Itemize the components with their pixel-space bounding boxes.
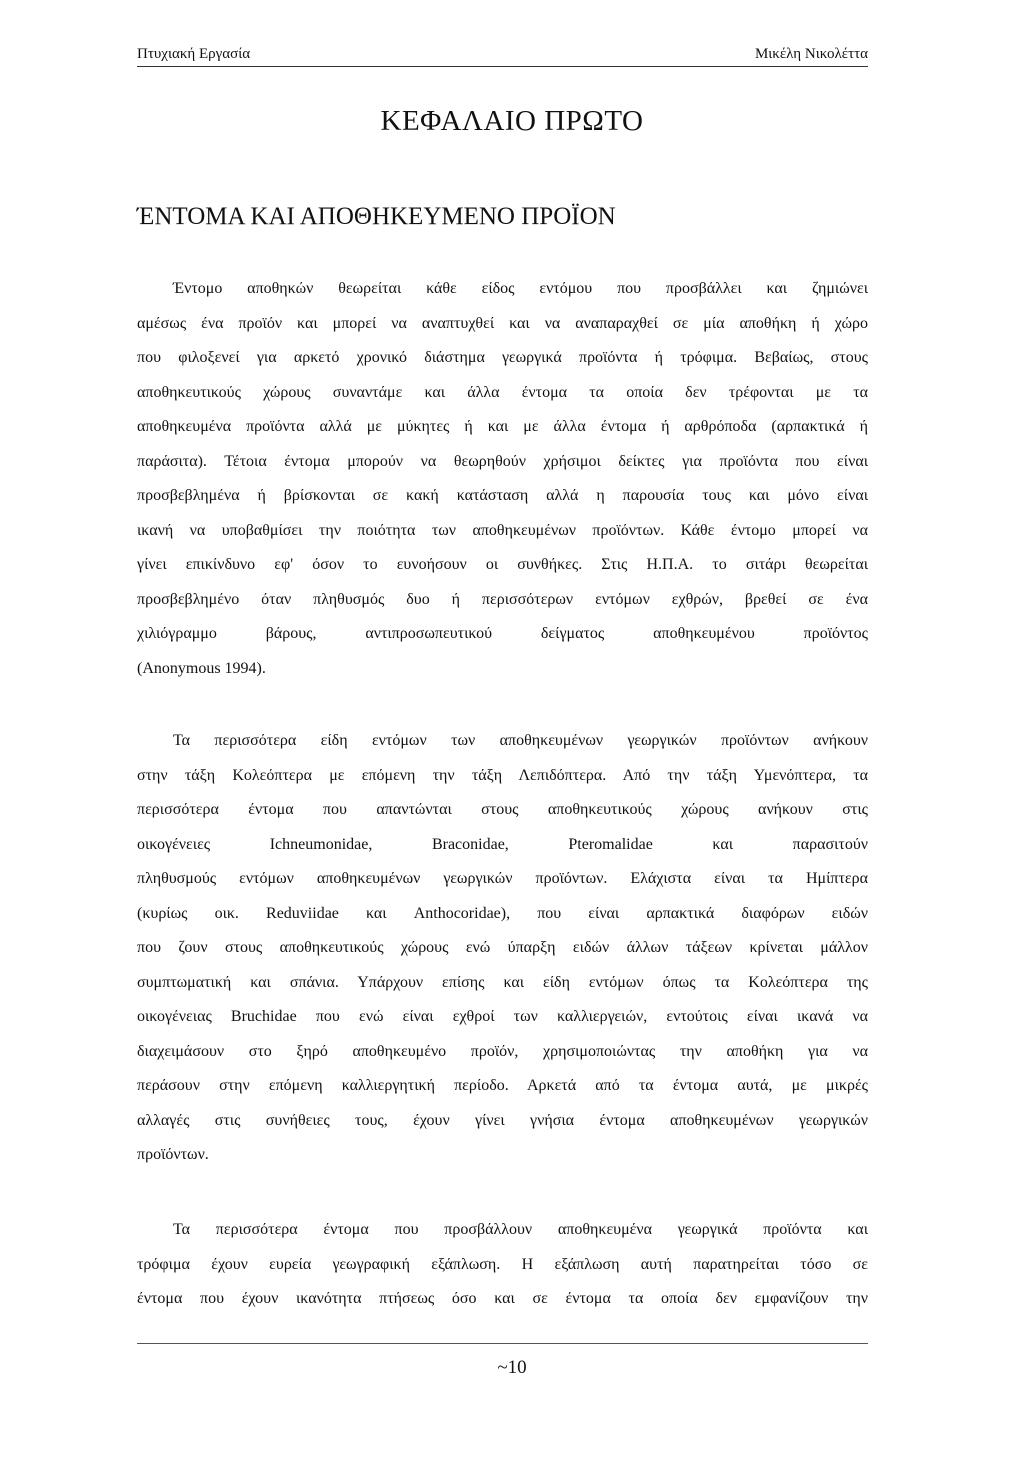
text-line: αποθηκευμένα προϊόντα αλλά με μύκητες ή και με άλλα έντομα ή αρθρόποδα (αρπακτικά ή [137,418,868,435]
text-line: έντομα που έχουν ικανότητα πτήσεως όσο και σε έντομα τα οποία δεν εμφανίζουν την [137,1290,868,1307]
text-line: προσβεβλημένα ή βρίσκονται σε κακή κατάσταση αλλά η παρουσία τους και μόνο είναι [137,487,868,504]
text-line: Τα περισσότερα είδη εντόμων των αποθηκευμένων γεωργικών προϊόντων ανήκουν [173,732,868,749]
text-line: Έντομο αποθηκών θεωρείται κάθε είδος εντόμου που προσβάλλει και ζημιώνει [173,280,868,297]
text-line: προσβεβλημένο όταν πληθυσμός δυο ή περισσότερων εντόμων εχθρών, βρεθεί σε ένα [137,590,868,608]
text-line: οικογένειες Ichneumonidae, Braconidae, Pteromalidae και παρασιτούν [137,835,868,853]
text-line: Τα περισσότερα έντομα που προσβάλλουν αποθηκευμένα γεωργικά προϊόντα και [173,1221,868,1238]
text-line: (κυρίως οικ. Reduviidae και Anthocoridae), που είναι αρπακτικά διαφόρων ειδών [137,904,868,922]
text-line: διαχειμάσουν στο ξηρό αποθηκευμένο προϊόν, χρησιμοποιώντας την αποθήκη για να [137,1042,868,1060]
text-line: προϊόντων. [137,1146,209,1163]
text-line: στην τάξη Κολεόπτερα με επόμενη την τάξη Λεπιδόπτερα. Από την τάξη Υμενόπτερα, τα [137,766,868,784]
text-line: που φιλοξενεί για αρκετό χρονικό διάστημα γεωργικά προϊόντα ή τρόφιμα. Βεβαίως, στους [137,349,868,366]
text-line: αμέσως ένα προϊόν και μπορεί να αναπτυχθεί και να αναπαραχθεί σε μία αποθήκη ή χώρο [137,314,868,332]
text-line: περισσότερα έντομα που απαντώνται στους αποθηκευτικούς χώρους ανήκουν στις [137,801,868,818]
page-number: ~10 [497,1357,527,1378]
text-line: αποθηκευτικούς χώρους συναντάμε και άλλα έντομα τα οποία δεν τρέφονται με τα [137,383,868,401]
text-line: αλλαγές στις συνήθειες τους, έχουν γίνει γνήσια έντομα αποθηκευμένων γεωργικών [137,1111,868,1129]
header-left-text: Πτυχιακή Εργασία [137,46,251,62]
text-line: συμπτωματική και σπάνια. Υπάρχουν επίσης και είδη εντόμων όπως τα Κολεόπτερα της [137,973,868,991]
section-title: ΈΝΤΟΜΑ ΚΑΙ ΑΠΟΘΗΚΕΥΜΕΝΟ ΠΡΟΪΟΝ [137,203,616,230]
header-right-text: Μικέλη Νικολέττα [754,46,868,62]
page-header [137,10,868,67]
paragraph-2 [137,724,868,1173]
text-line: πληθυσμούς εντόμων αποθηκευμένων γεωργικών προϊόντων. Ελάχιστα είναι τα Ημίπτερα [137,870,868,887]
text-line: τρόφιμα έχουν ευρεία γεωγραφική εξάπλωση. Η εξάπλωση αυτή παρατηρείται τόσο σε [137,1255,868,1273]
footer-rule [137,1343,868,1344]
text-line: ικανή να υποβαθμίσει την ποιότητα των αποθηκευμένων προϊόντων. Κάθε έντομο μπορεί να [137,521,868,539]
text-line: περάσουν στην επόμενη καλλιεργητική περίοδο. Αρκετά από τα έντομα αυτά, με μικρές [137,1077,868,1094]
text-line: οικογένειας Bruchidae που ενώ είναι εχθροί των καλλιεργειών, εντούτοις είναι ικανά να [137,1008,868,1025]
text-line: παράσιτα). Τέτοια έντομα μπορούν να θεωρηθούν χρήσιμοι δείκτες για προϊόντα που είναι [137,452,868,470]
paragraph-3 [137,1213,868,1317]
text-line: (Anonymous 1994). [137,659,266,677]
text-line: που ζουν στους αποθηκευτικούς χώρους ενώ ύπαρξη ειδών άλλων τάξεων κρίνεται μάλλον [137,939,868,956]
chapter-title: ΚΕΦΑΛΑΙΟ ΠΡΩΤΟ [380,105,644,137]
paragraph-1 [137,272,868,686]
text-line: χιλιόγραμμο βάρους, αντιπροσωπευτικού δείγματος αποθηκευμένου προϊόντος [137,625,868,642]
text-line: γίνει επικίνδυνο εφ' όσον το ευνοήσουν οι συνθήκες. Στις Η.Π.Α. το σιτάρι θεωρείται [137,556,868,573]
